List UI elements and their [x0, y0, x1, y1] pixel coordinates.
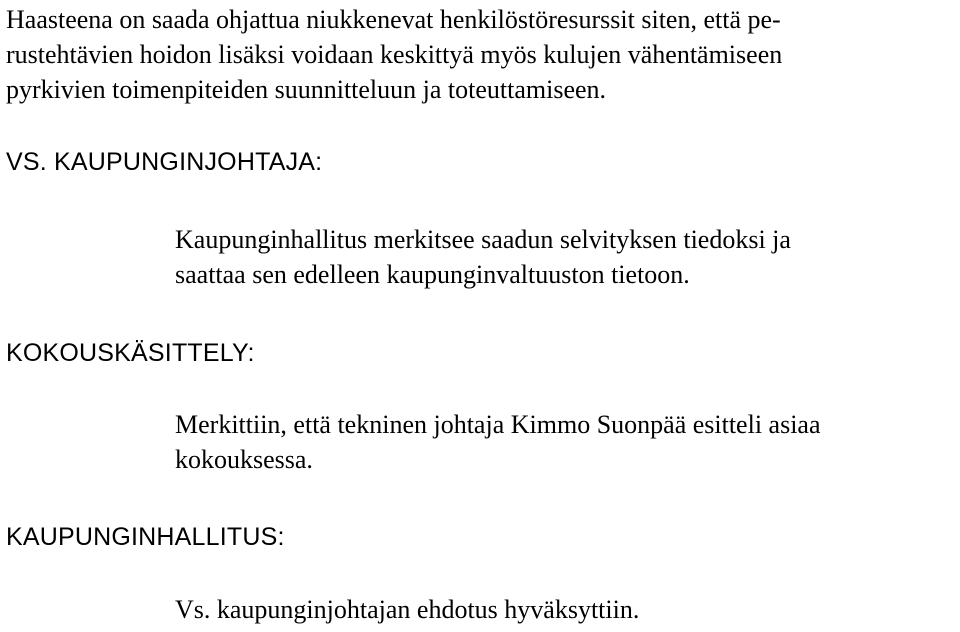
section-text-proposal: [175, 222, 960, 292]
section-heading-kaupunginhallitus: KAUPUNGINHALLITUS:: [6, 523, 285, 551]
meeting-line: kokouksessa.: [175, 445, 313, 474]
section-text-decision: [175, 592, 960, 627]
section-heading-vs-kaupunginjohtaja: VS. KAUPUNGINJOHTAJA:: [6, 148, 323, 176]
proposal-line: Kaupunginhallitus merkitsee saadun selvityksen tiedoksi ja: [175, 225, 791, 254]
intro-line: pyrkivien toimenpiteiden suunnitteluun ja toteuttamiseen.: [6, 75, 607, 104]
section-text-meeting: [175, 407, 960, 477]
section-heading-kokouskasittely: KOKOUSKÄSITTELY:: [6, 339, 255, 367]
intro-line: Haasteena on saada ohjattua niukkenevat henkilöstöresurssit siten, että pe-: [6, 5, 781, 34]
decision-line: Vs. kaupunginjohtajan ehdotus hyväksyttiin.: [175, 595, 640, 624]
intro-paragraph: [6, 2, 956, 107]
intro-line: rustehtävien hoidon lisäksi voidaan keskittyä myös kulujen vähentämiseen: [6, 40, 783, 69]
meeting-line: Merkittiin, että tekninen johtaja Kimmo Suonpää esitteli asiaa: [175, 410, 821, 439]
proposal-line: saattaa sen edelleen kaupunginvaltuuston tietoon.: [175, 260, 690, 289]
